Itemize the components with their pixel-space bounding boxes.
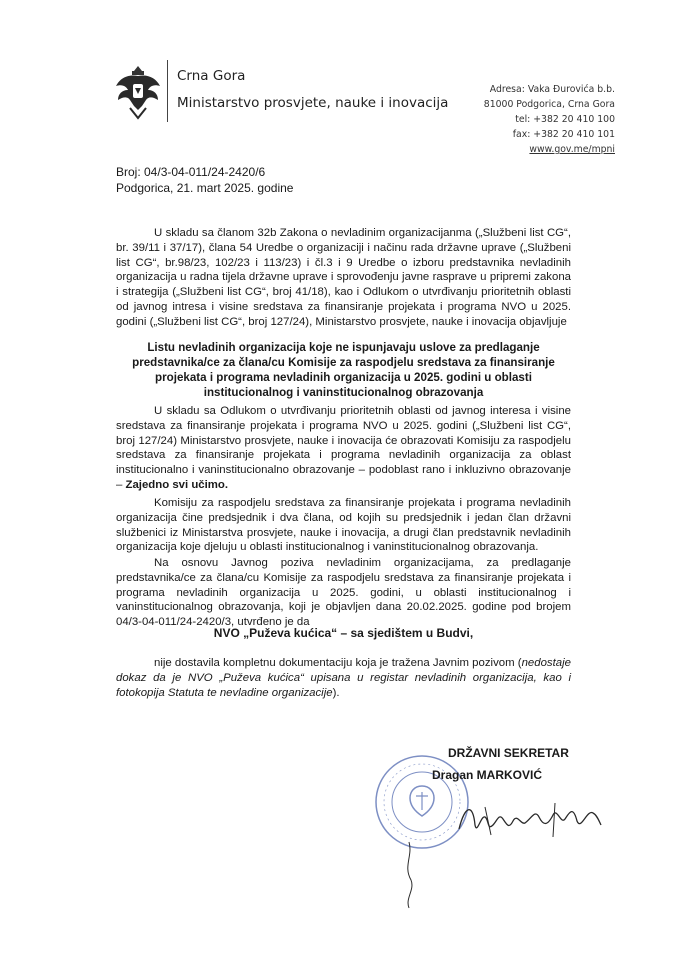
contact-fax: fax: +382 20 410 101 (512, 129, 615, 140)
paragraph-public-call: Na osnovu Javnog poziva nevladinim organizacijama, za predlaganje predstavnika/ce za člana/cu Komisije za raspodjelu sredstava za finansiranje projekata i programa nevladinih organizacija u 2025. godini, u oblasti institucionalnog i vaninstitucionalnog obrazovanja, koji je objavljen dana 20.02.2025. godine pod brojem 04/3-04-011/24-2420/3, utvrđeno je da (116, 557, 571, 629)
org-ministry: Ministarstvo prosvjete, nauke i inovacija (177, 95, 449, 111)
document-date: Podgorica, 21. mart 2025. godine (116, 181, 294, 195)
document-meta (116, 164, 293, 196)
paragraph-missing-docs (116, 656, 571, 700)
contact-tel: tel: +382 20 410 100 (515, 114, 615, 125)
paragraph-5-text: nije dostavila kompletnu dokumentaciju koja je tražena Javnim pozivom ( (154, 657, 522, 669)
document-number: Broj: 04/3-04-011/24-2420/6 (116, 165, 266, 179)
subarea-name: Zajedno svi učimo. (125, 478, 229, 491)
handwritten-signature-icon (455, 795, 605, 843)
signatory-title: DRŽAVNI SEKRETAR (448, 746, 569, 760)
contact-city: 81000 Podgorica, Crna Gora (483, 99, 615, 110)
paragraph-commission-members: Komisiju za raspodjelu sredstava za finansiranje projekata i programa nevladinih organizacija čine predsjednik i dva člana, od kojih su predsjednik i jedan član državni službenici iz Ministarstva prosvjete, nauke i inovacija, a drugi član predstavnik nevladinih organizacija koje djeluju u oblasti institucionalnog i vaninstitucionalnog obrazovanja. (116, 497, 571, 554)
paragraph-5-end: ). (332, 686, 340, 699)
paragraph-commission-formation (116, 404, 571, 493)
missing-docs-note: nedostaje dokaz da je NVO „Puževa kućica“ upisana u registar nevladinih organizacija, kao i fotokopija Statuta te nevladine organizacije (116, 657, 571, 699)
nvo-name-line: NVO „Puževa kućica“ – sa sjedištem u Budvi, (213, 626, 474, 640)
initial-flourish-icon (395, 840, 425, 910)
contact-website-link[interactable]: www.gov.me/mpni (529, 144, 615, 155)
contact-address: Adresa: Vaka Đurovića b.b. (489, 84, 615, 95)
paragraph-2-text: U skladu sa Odlukom o utvrđivanju prioritetnih oblasti od javnog interesa i visine sredstava za finansiranje projekata i programa NVO u 2025. godini („Službeni list CG“, broj 127/24) Ministarstvo prosvjete, nauke i inovacija će obrazovati Komisiju za raspodjelu sredstava za finansiranje projekata i programa nevladinih organizacija za oblast institucionalno i vaninstitucionalno obrazovanje – podoblast rano i inkluzivno obrazovanje – (116, 405, 571, 491)
intro-paragraph: U skladu sa članom 32b Zakona o nevladinim organizacijanma („Službeni list CG“, br. 39/11 i 37/17), člana 54 Uredbe o organizaciji i načinu rada državne uprave („Službeni list CG“, br.98/23, 102/23 i 113/23) i čl.3 i 9 Uredbe o izboru predstavnika nevladinih organizacija u radna tijela državne uprave i sprovođenju javne rasprave u pripremi zakona i strategija („Službeni list CG“, broj 41/18), kao i Odlukom o utvrđivanju prioritetnih oblasti od javnog intresa i visine sredstava za finansiranje projekata i programa NVO u 2025. godini („Službeni list CG“, broj 127/24), Ministarstvo prosvjete, nauke i inovacija objavljuje (116, 227, 571, 328)
header-divider (167, 60, 168, 122)
contact-block (484, 82, 615, 157)
document-title: Listu nevladinih organizacija koje ne ispunjavaju uslove za predlaganje predstavnika/ce za člana/cu Komisije za raspodjelu sredstava za finansiranje projekata i programa nevladinih organizacija u 2025. godini u oblasti institucionalnog i vaninstitucionalnog obrazovanja (132, 341, 555, 399)
org-country: Crna Gora (177, 68, 246, 84)
signatory-name: Dragan MARKOVIĆ (432, 768, 543, 782)
coat-of-arms-icon (112, 62, 164, 122)
